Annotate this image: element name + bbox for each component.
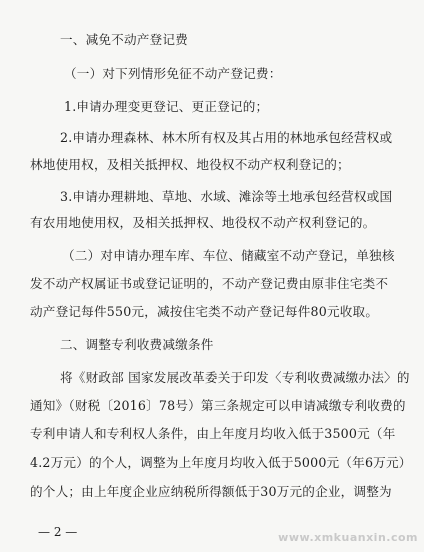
section-heading-2: 二、调整专利收费减缴条件 — [60, 337, 214, 352]
paragraph-line: 将《财政部 国家发展改革委关于印发〈专利收费减缴办法〉的 — [60, 370, 410, 385]
paragraph-line: 有农用地使用权，及相关抵押权、地役权不动产权利登记的。 — [30, 215, 376, 230]
paragraph-line: 发不动产权属证书或登记证明的，不动产登记费由原非住宅类不 — [30, 276, 389, 291]
paragraph-line: 通知》（财税〔2016〕78号）第三条规定可以申请减缴专利收费的 — [30, 398, 406, 413]
paragraph-line: 林地使用权，及相关抵押权、地役权不动产权利登记的； — [30, 157, 350, 172]
paragraph-line: 的个人；由上年度企业应纳税所得额低于30万元的企业，调整为 — [30, 484, 392, 499]
page-number: — 2 — — [38, 525, 78, 539]
paragraph-line: 4.2万元）的个人，调整为上年度月均收入低于5000元（年6万元） — [30, 455, 412, 470]
paragraph-line: 2.申请办理森林、林木所有权及其占用的林地承包经营权或 — [60, 130, 393, 145]
watermark: www.xmkuanxin.com — [278, 531, 418, 544]
paragraph-line: 1.申请办理变更登记、更正登记的； — [64, 99, 269, 114]
section-heading-1: 一、减免不动产登记费 — [60, 32, 188, 47]
paragraph-line: （二）对申请办理车库、车位、储藏室不动产登记，单独核 — [62, 248, 395, 263]
subsection-heading-1: （一）对下列情形免征不动产登记费： — [64, 66, 282, 81]
paragraph-line: 3.申请办理耕地、草地、水域、滩涂等土地承包经营权或国 — [60, 189, 393, 204]
paragraph-line: 动产登记每件550元，减按住宅类不动产登记每件80元收取。 — [30, 304, 379, 319]
paragraph-line: 专利申请人和专利权人条件，由上年度月均收入低于3500元（年 — [30, 426, 396, 441]
